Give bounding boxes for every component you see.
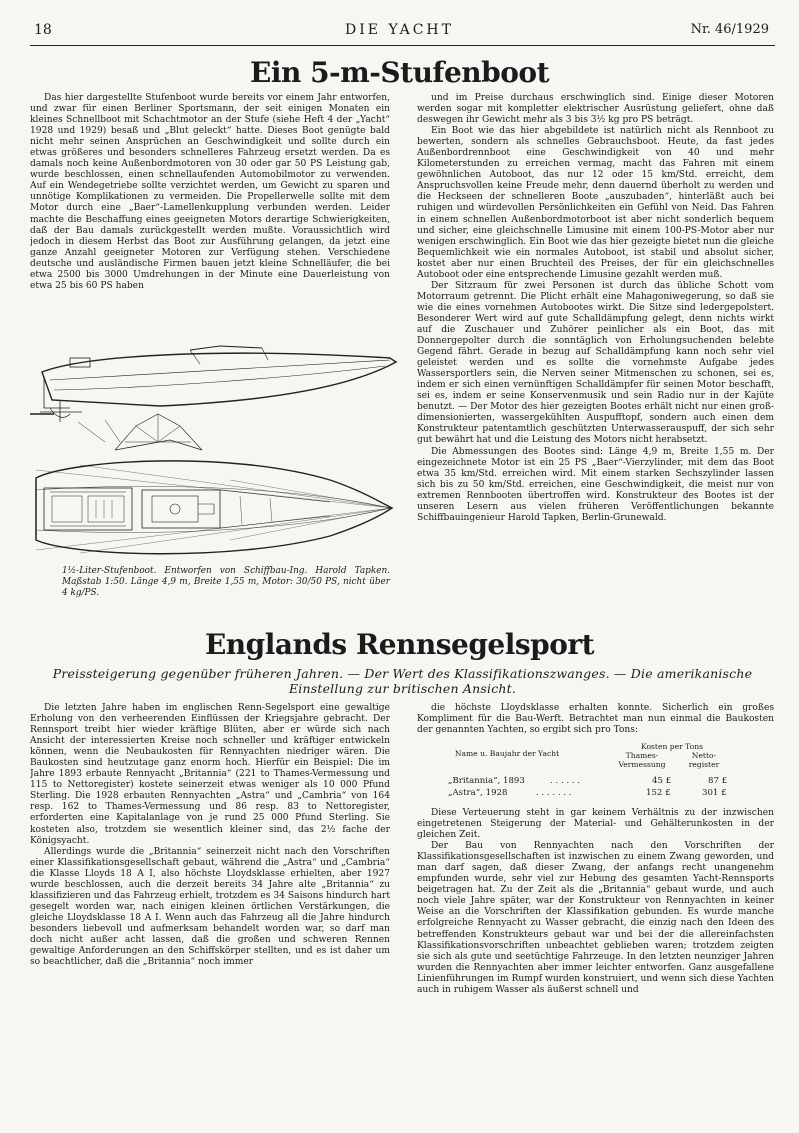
paragraph: die höchste Lloydsklasse erhalten konnte. Sicherlich ein großes Kompliment für die Bau-Werft. Betrachtet man nun einmal die Baukosten der genannten Yachten, so ergibt sich pro Tons: xyxy=(417,703,774,736)
drawing-caption: 1½-Liter-Stufenboot. Entworfen von Schiffbau-Ing. Harold Tapken. Maßstab 1:50. Länge 4,9 m, Breite 1,55 m, Motor: 30/50 PS, nicht über 4 kg/PS. xyxy=(62,566,390,598)
header-rule xyxy=(30,45,775,46)
article2-column-left xyxy=(30,703,390,1103)
paragraph: Der Bau von Rennyachten nach den Vorschriften der Klassifikationsgesellschaften ist inzwischen zu einem Zwang geworden, und man darf sagen, daß dieser Zwang, der anfangs recht unangenehm empfunden wurde, sehr viel zur Hebung des gesamten Yacht-Rennsports beigetragen hat. Zu der Zeit als die „Britannia“ gebaut wurde, und auch noch viele Jahre später, war der Konstrukteur von Rennyachten in keiner Weise an die Vorschriften der Klassifikation gebunden. Es wurde manche erfolgreiche Rennyacht zu Wasser gebracht, die einzig nach den Ideen des betreffenden Konstrukteurs gebaut war und bei der die allereinfachsten Klassifikationsvorschriften unbeachtet geblieben waren; trotzdem zeigten sie sich als gute und seetüchtige Fahrzeuge. In den letzten neunziger Jahren wurden die Rennyachten aber immer leichter entworfen. Ganz ausgefallene Linienführungen im Rumpf wurden konstruiert, und wenn sich diese Yachten auch in ruhigem Wasser als äußerst schnell und xyxy=(417,841,774,995)
page-number: 18 xyxy=(34,22,52,38)
table-cell-thames: 45 £ xyxy=(652,776,672,786)
paragraph: Diese Verteuerung steht in gar keinem Verhältnis zu der inzwischen eingetretenen Steigerung der Material- und Gehälterunkosten in der gleichen Zeit. xyxy=(417,808,774,841)
article1-column-left xyxy=(30,93,390,325)
journal-name: DIE YACHT xyxy=(345,22,454,38)
table-cell-netto: 87 £ xyxy=(708,776,728,786)
article1-column-right xyxy=(417,93,774,609)
paragraph: Die Abmessungen des Bootes sind: Länge 4,9 m, Breite 1,55 m. Der eingezeichnete Motor ist ein 25 PS „Baer“-Vierzylinder, mit dem das Boot etwa 35 km/Std. erreichen wird. Mit einem starken Sechszylinder lassen sich bis zu 50 km/Std. erreichen, eine Geschwindigkeit, die meist nur von extremen Rennbooten übertroffen wird. Konstrukteur des Bootes ist der unseren Lesern aus vielen früheren Veröffentlichungen bekannte Schiffbauingenieur Harold Tapken, Berlin-Grunewald. xyxy=(417,446,774,523)
table-row xyxy=(432,776,732,787)
table-cell-netto: 301 £ xyxy=(702,788,727,798)
table-cell-thames: 152 £ xyxy=(646,788,671,798)
article2-column-right xyxy=(417,808,774,1110)
table-header-group: Kosten per Tons xyxy=(640,742,704,751)
paragraph: Ein Boot wie das hier abgebildete ist natürlich nicht als Rennboot zu bewerten, sondern als schnelles Gebrauchsboot. Heute, da fast jedes Außenbordrennboot eine Geschwindigkeit von 40 und mehr Kilometerstunden zu erreichen vermag, macht das Fahren mit einem gewöhnlichen Autoboot, das nur 12 oder 15 km/Std. erreicht, dem Anspruchsvollen keine Freude mehr, denn dauernd überholt zu werden und die Heckseen der schnelleren Boote „auszubaden“, hinterläßt auch bei ruhigen und würdevollen Persönlichkeiten ein Gefühl von Neid. Das Fahren in einem schnellen Außenbordmotorboot ist aber nicht sonderlich bequem und sicher, eine gleichschnelle Limusine mit einem 100-PS-Motor aber nur wenigen erschwinglich. Ein Boot wie das hier gezeigte bietet nun die gleiche Bequemlichkeit wie ein normales Autoboot, ist stabil und absolut sicher, kostet aber nur einen Bruchteil des Preises, der für ein gleichschnelles Autoboot oder eine entsprechende Limusine gezahlt werden muß. xyxy=(417,126,774,280)
paragraph: Allerdings wurde die „Britannia“ seinerzeit nicht nach den Vorschriften einer Klassifikationsgesellschaft gebaut, während die „Astra“ und „Cambria“ die Klasse Lloyds 18 A I, also höchste Lloydsklasse erhielten, aber 1927 wurde beschlossen, auch die derzeit bereits 34 Jahre alte „Britannia“ zu klassifizieren und das Fahrzeug erhielt, trotzdem es 34 Saisons hindurch hart gesegelt worden war, nach einigen kleinen örtlichen Verstärkungen, die gleiche Lloydsklasse 18 A I. Wenn auch das Fahrzeug all die Jahre hindurch besonders liebevoll und aufmerksam behandelt worden war, so darf man doch nicht außer acht lassen, daß die großen und schweren Rennen gewaltige Anforderungen an den Schiffskörper stellten, und es ist daher um so beachtlicher, daß die „Britannia“ noch immer xyxy=(30,846,390,968)
table-header-thames: Thames- Vermessung xyxy=(618,751,666,769)
issue-number: Nr. 46/1929 xyxy=(690,22,769,37)
article-title-stufenboot: Ein 5-m-Stufenboot xyxy=(249,56,550,89)
paragraph: Der Sitzraum für zwei Personen ist durch das übliche Schott vom Motorraum getrennt. Die Plicht erhält eine Mahagoniwegerung, so daß sie wie die eines vornehmen Autobootes wirkt. Die Sitze sind ledergepolstert. Besonderer Wert wird auf gute Schalldämpfung gelegt, denn nichts wirkt auf die Zuschauer und Zuhörer peinlicher als ein Boot, das mit Donnergepolter durch die sonntäglich von Erholungsuchenden belebte Gegend fährt. Gerade in bezug auf Schalldämpfung kann noch sehr viel geleistet werden und es sollte die vornehmste Aufgabe jedes Wassersportlers sein, die Nerven seiner Mitmenschen zu schonen, sei es, indem er sich einen vernünftigen Schalldämpfer für seinen Motor beschafft, sei es, indem er seine Konservenmusik und sein Radio nur in der Kajüte benutzt. — Der Motor des hier gezeigten Bootes erhält nicht nur einen groß-dimensionierten, wassergekühlten Auspufftopf, sondern auch einen dem Konstrukteur patentamtlich geschützten Unterwasserauspuff, der sich sehr gut bewährt hat und die Leistung des Motors nicht herabsetzt. xyxy=(417,280,774,446)
boat-drawing xyxy=(30,330,398,560)
table-header-netto: Netto- register xyxy=(688,751,720,769)
table-cell-dots: . . . . . . xyxy=(550,776,581,786)
table-cell-name: „Britannia“, 1893 xyxy=(448,776,525,786)
table-row xyxy=(432,788,732,799)
table-header-name: Name u. Baujahr der Yacht xyxy=(454,749,560,758)
article2-subtitle: Preissteigerung gegenüber früheren Jahren. — Der Wert des Klassifikationszwanges. — Die amerikanische Einstellung zur britischen Ansicht. xyxy=(52,666,753,696)
table-cell-dots: . . . . . . . xyxy=(536,788,572,798)
article-title-rennsegelsport: Englands Rennsegelsport xyxy=(204,628,595,661)
paragraph: Die letzten Jahre haben im englischen Renn-Segelsport eine gewaltige Erholung von den verheerenden Einflüssen der Kriegsjahre gebracht. Der Rennsport treibt hier wieder kräftige Blüten, aber er würde sich nach Ansicht der interessierten Kreise noch schneller und kräftiger entwickeln können, wenn die Neubaukosten für Rennyachten niedriger wären. Die Baukosten sind heutzutage ganz enorm hoch. Hierfür ein Beispiel: Die im Jahre 1893 erbaute Rennyacht „Britannia“ (221 to Thames-Vermessung und 115 to Nettoregister) kostete seinerzeit etwas weniger als 10 000 Pfund Sterling. Die 1928 erbauten Rennyachten „Astra“ und „Cambria“ von 164 resp. 162 to Thames-Vermessung und 86 resp. 83 to Nettoregister, erforderten eine Kapitalanlage von je rund 25 000 Pfund Sterling. Sie kosteten also, trotzdem sie wesentlich kleiner sind, das 2½ fache der Königsyacht. xyxy=(30,703,390,846)
table-cell-name: „Astra“, 1928 xyxy=(448,788,508,798)
paragraph: Das hier dargestellte Stufenboot wurde bereits vor einem Jahr entworfen, und zwar für einen Berliner Sportsmann, der seit einigen Monaten ein kleines Schnellboot mit Schachtmotor an der Stufe (siehe Heft 4 der „Yacht“ 1928 und 1929) besaß und „Blut geleckt“ hatte. Dieses Boot genügte bald nicht mehr seinen Ansprüchen an Geschwindigkeit und sollte durch ein etwas größeres und besonders schnelleres Fahrzeug ersetzt werden. Da es damals noch keine Außenbordmotoren von 30 oder gar 50 PS Leistung gab, wurde beschlossen, einen schnellaufenden Automobilmotor zu verwenden. Auf ein Wendegetriebe sollte verzichtet werden, um Gewicht zu sparen und unnötige Komplikationen zu vermeiden. Die Propellerwelle sollte mit dem Motor durch eine „Baer“-Lamellenkupplung verbunden werden. Leider machte die Beschaffung eines geeigneten Motors derartige Schwierigkeiten, daß der Bau damals zurückgestellt werden mußte. Voraussichtlich wird jedoch in diesem Herbst das Boot zur Ausführung gelangen, da jetzt eine ganze Anzahl geeigneter Motoren zur Verfügung stehen. Verschiedene deutsche und ausländische Firmen bauen jetzt kleine Schnelläufer, die bei etwa 2500 bis 3000 Umdrehungen in der Minute eine Dauerleistung von etwa 25 bis 60 PS haben xyxy=(30,93,390,291)
paragraph: und im Preise durchaus erschwinglich sind. Einige dieser Motoren werden sogar mit kompletter elektrischer Ausrüstung geliefert, ohne daß deswegen ihr Gewicht mehr als 3 bis 3½ kg pro PS beträgt. xyxy=(417,93,774,126)
